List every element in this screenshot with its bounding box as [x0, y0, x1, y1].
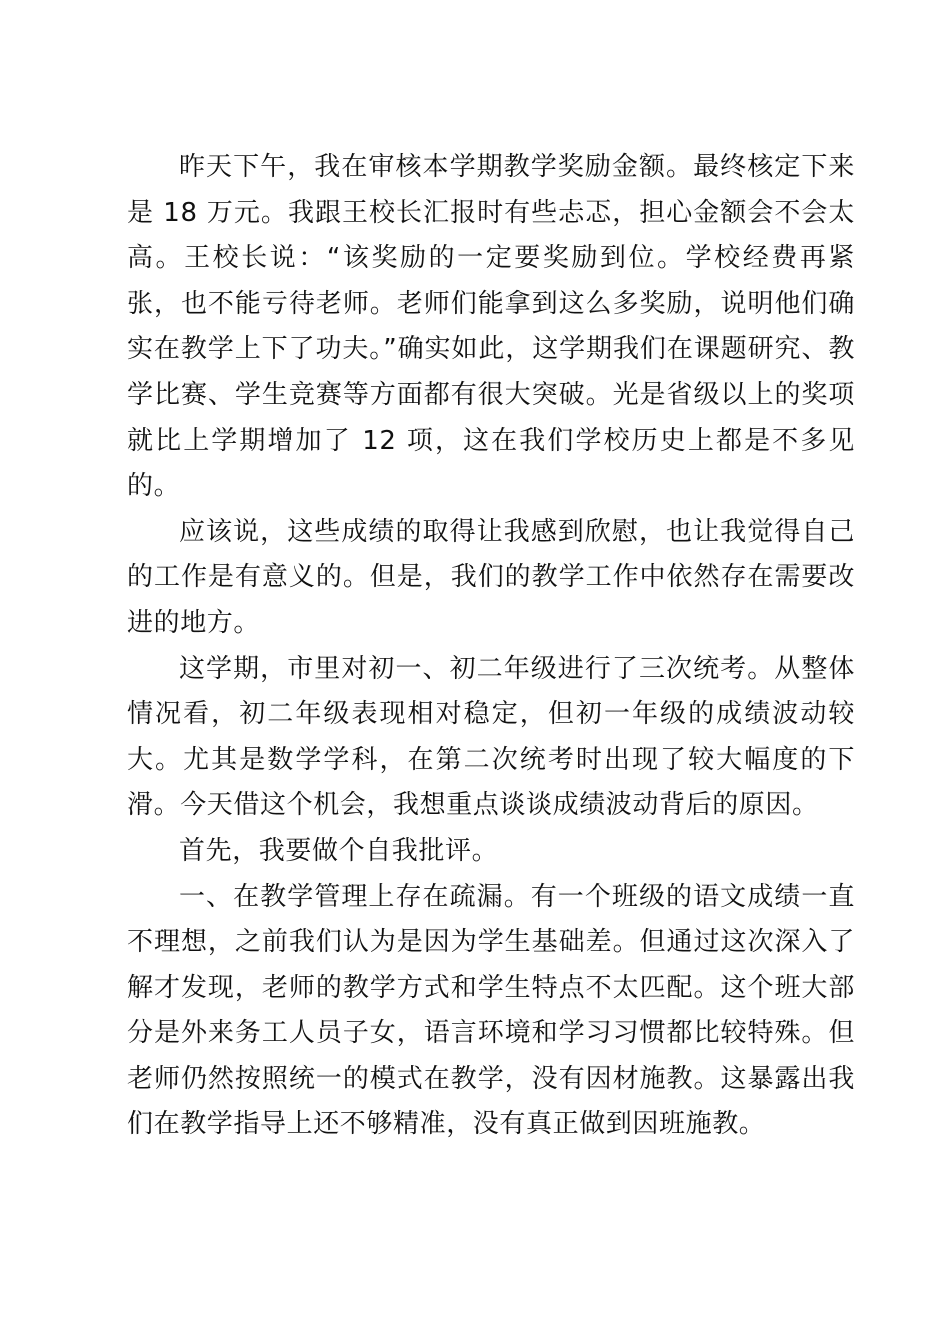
paragraph-1: 昨天下午，我在审核本学期教学奖励金额。最终核定下来是 18 万元。我跟王校长汇报时有些忐忑，担心金额会不会太高。王校长说：“该奖励的一定要奖励到位。学校经费再紧张，也不能亏待老师。老师们能拿到这么多奖励，说明他们确实在教学上下了功夫。”确实如此，这学期我们在课题研究、教学比赛、学生竞赛等方面都有很大突破。光是省级以上的奖项就比上学期增加了 12 项，这在我们学校历史上都是不多见的。: [127, 152, 855, 502]
paragraph-5: 一、在教学管理上存在疏漏。有一个班级的语文成绩一直不理想，之前我们认为是因为学生基础差。但通过这次深入了解才发现，老师的教学方式和学生特点不太匹配。这个班大部分是外来务工人员子女，语言环境和学习习惯都比较特殊。但老师仍然按照统一的模式在教学，没有因材施教。这暴露出我们在教学指导上还不够精准，没有真正做到因班施教。: [127, 881, 855, 1140]
paragraph-2: 应该说，这些成绩的取得让我感到欣慰，也让我觉得自己的工作是有意义的。但是，我们的教学工作中依然存在需要改进的地方。: [127, 516, 855, 638]
document-body: [127, 145, 855, 1148]
paragraph-4: 首先，我要做个自我批评。: [179, 835, 499, 866]
paragraph-3: 这学期，市里对初一、初二年级进行了三次统考。从整体情况看，初二年级表现相对稳定，但初一年级的成绩波动较大。尤其是数学学科，在第二次统考时出现了较大幅度的下滑。今天借这个机会，我想重点谈谈成绩波动背后的原因。: [127, 653, 855, 821]
